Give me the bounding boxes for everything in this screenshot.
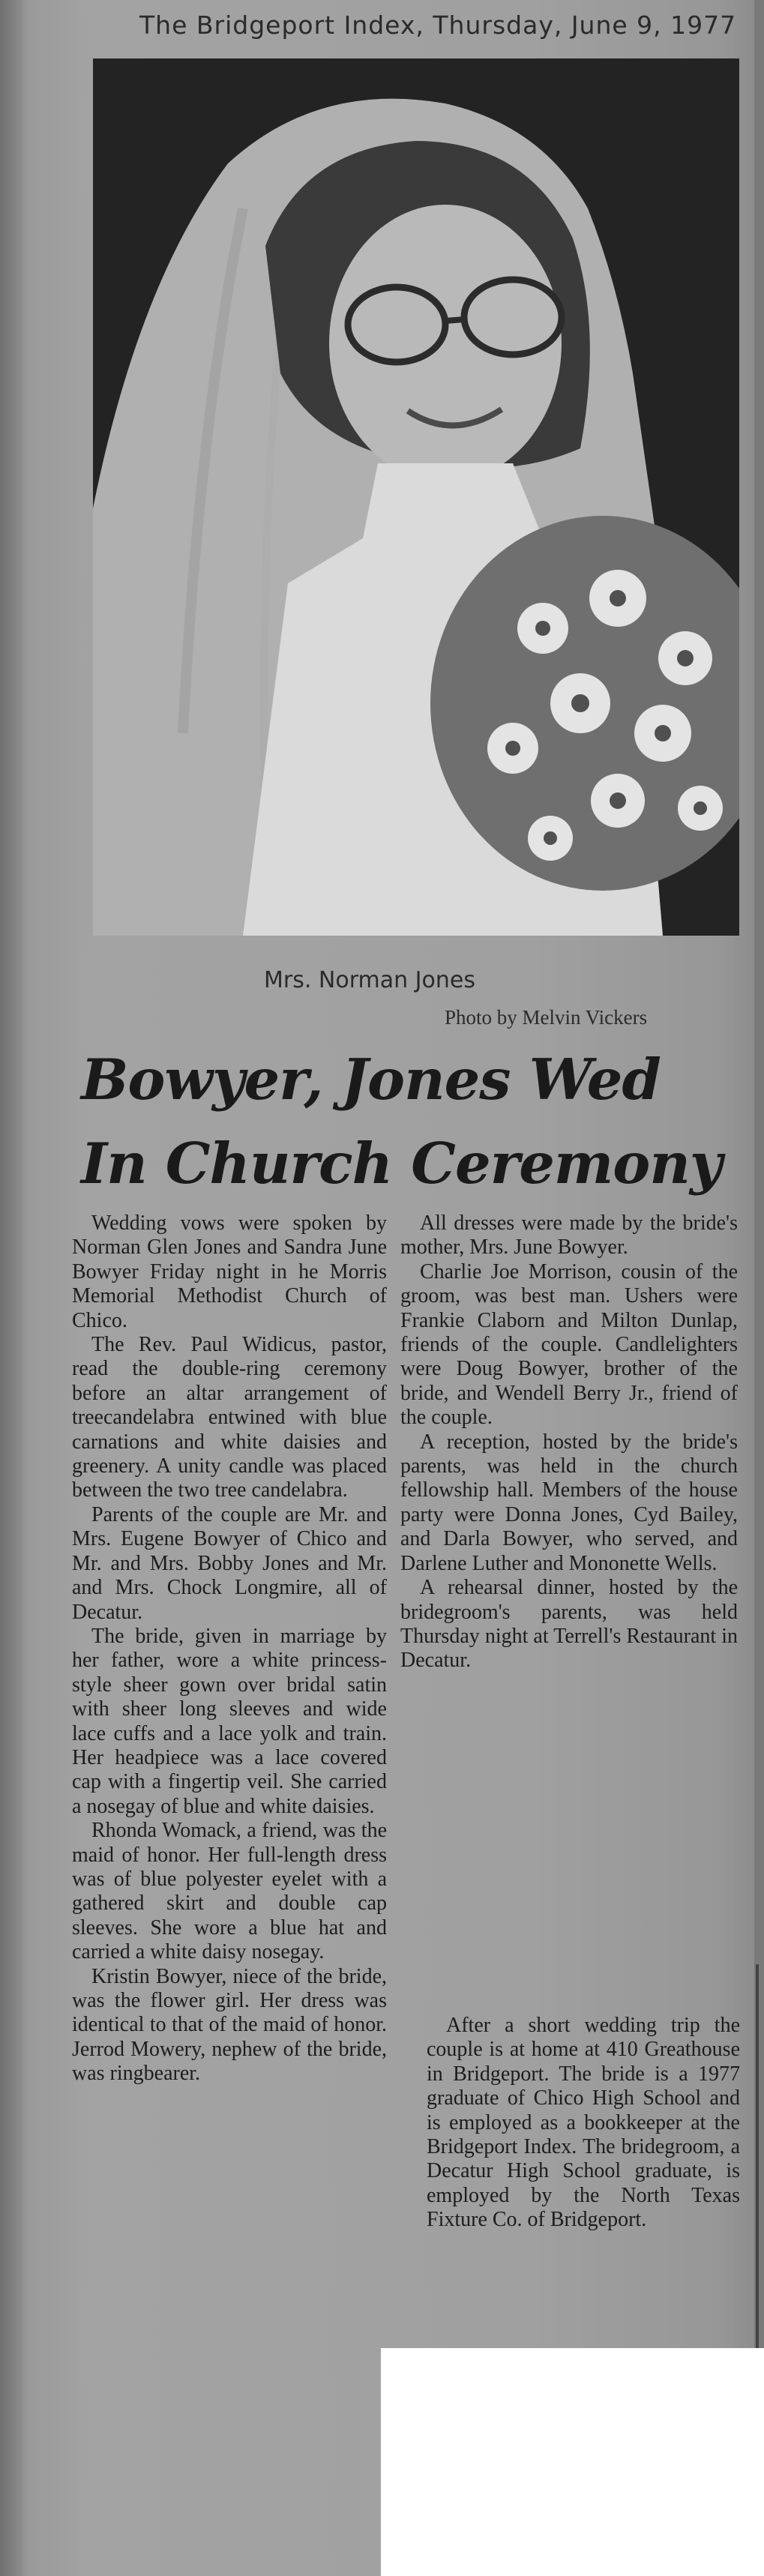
paragraph: The Rev. Paul Widicus, pastor, read the double-ring ceremony before an altar arrangement of treecandelabra entwined with blue carnations and white daisies and greenery. A unity candle was placed between the two tree candelabra. <box>72 1333 387 1502</box>
blank-area <box>381 2348 764 2576</box>
article-left-column <box>72 1212 387 2086</box>
headline-line-1: Bowyer, Jones Wed <box>81 1047 661 1113</box>
paragraph: All dresses were made by the bride's mother, Mrs. June Bowyer. <box>400 1212 738 1260</box>
bride-photo <box>93 58 739 936</box>
paragraph: A rehearsal dinner, hosted by the bridegroom's parents, was held Thursday night at Terrell's Restaurant in Decatur. <box>400 1576 738 1673</box>
paragraph: After a short wedding trip the couple is at home at 410 Greathouse in Bridgeport. The bride is a 1977 graduate of Chico High School and is employed as a bookkeeper at the Bridgeport Index. The bridegroom, a Decatur High School graduate, is employed by the North Texas Fixture Co. of Bridgeport. <box>427 2014 740 2232</box>
article-right-column-continued <box>427 2014 740 2233</box>
photo-caption: Mrs. Norman Jones <box>264 967 475 993</box>
photo-credit: Photo by Melvin Vickers <box>445 1006 648 1029</box>
column-rule <box>756 1964 759 2354</box>
paragraph: Wedding vows were spoken by Norman Glen Jones and Sandra June Bowyer Friday night in he Morris Memorial Methodist Church of Chico. <box>72 1212 387 1332</box>
paragraph: Rhonda Womack, a friend, was the maid of honor. Her full-length dress was of blue polyester eyelet with a gathered skirt and double cap sleeves. She wore a blue hat and carried a white daisy nosegay. <box>72 1819 387 1964</box>
bride-photo-illustration <box>93 58 739 936</box>
article-headline <box>81 1038 741 1206</box>
article-right-column <box>400 1212 738 1673</box>
paragraph: The bride, given in marriage by her father, wore a white princess-style sheer gown over bridal satin with sheer long sleeves and wide lace cuffs and a lace yolk and train. Her headpiece was a lace covered cap with a fingertip veil. She carried a nosegay of blue and white daisies. <box>72 1624 387 1818</box>
paragraph: Kristin Bowyer, niece of the bride, was the flower girl. Her dress was identical to that of the maid of honor. Jerrod Mowery, nephew of the bride, was ringbearer. <box>72 1964 387 2086</box>
newspaper-dateline: The Bridgeport Index, Thursday, June 9, 1977 <box>139 10 737 40</box>
headline-line-2: In Church Ceremony <box>81 1131 722 1197</box>
page-fold-shadow <box>0 0 22 2576</box>
paragraph: Parents of the couple are Mr. and Mrs. Eugene Bowyer of Chico and Mr. and Mrs. Bobby Jones and Mr. and Mrs. Chock Longmire, all of Decatur. <box>72 1502 387 1624</box>
paragraph: A reception, hosted by the bride's parents, was held in the church fellowship hall. Members of the house party were Donna Jones, Cyd Bailey, and Darla Bowyer, who served, and Darlene Luther and Mononette Wells. <box>400 1430 738 1575</box>
paragraph: Charlie Joe Morrison, cousin of the groom, was best man. Ushers were Frankie Claborn and Milton Dunlap, friends of the couple. Candlelighters were Doug Bowyer, brother of the bride, and Wendell Berry Jr., friend of the couple. <box>400 1260 738 1430</box>
